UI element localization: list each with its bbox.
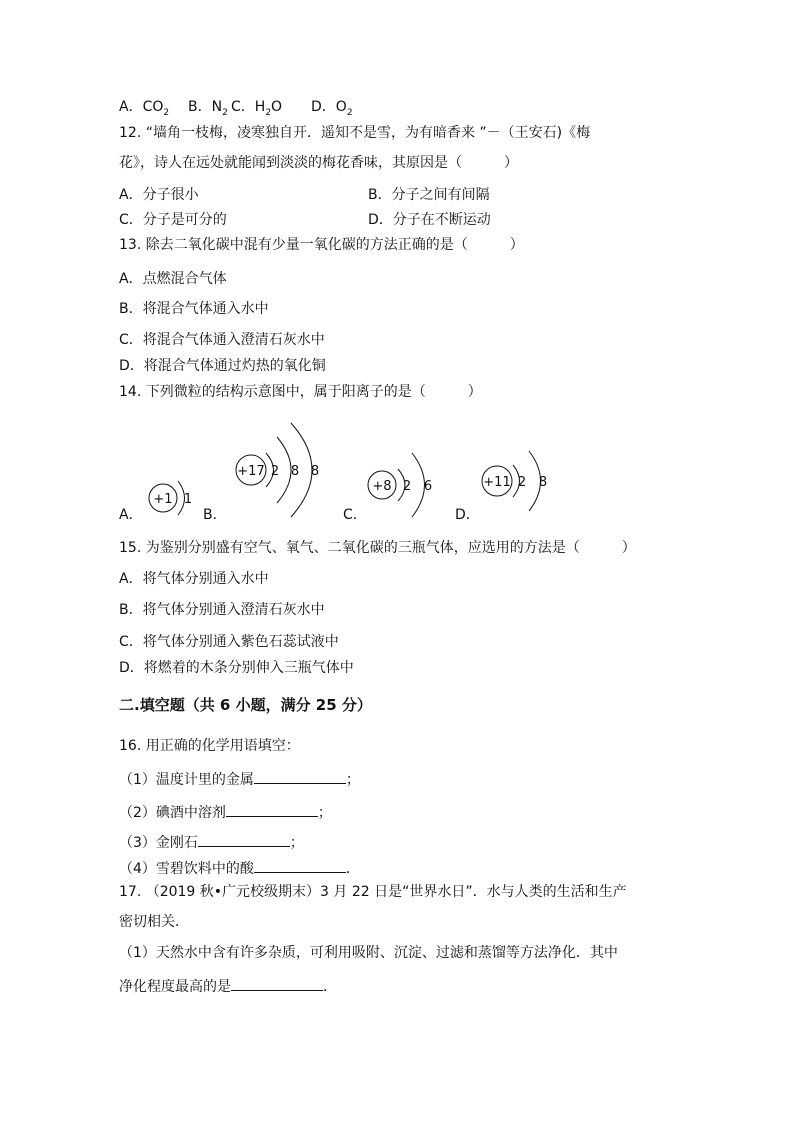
q15-option-c: C．将气体分别通入紫色石蕊试液中 bbox=[119, 634, 339, 650]
q14-option-d-label: D． bbox=[455, 507, 480, 523]
atom-d-shell-1-count: 2 bbox=[517, 475, 527, 490]
q12-option-b: B．分子之间有间隔 bbox=[368, 187, 490, 203]
atom-b-shell-arc-2 bbox=[277, 437, 291, 503]
atom-c-shell-1-count: 2 bbox=[402, 479, 412, 494]
atom-b-nucleus-charge: +17 bbox=[237, 464, 265, 479]
q11-option-b: B．$N_2$ bbox=[188, 99, 228, 118]
q14-option-b-label: B． bbox=[203, 507, 227, 523]
q17-stem-line2: 密切相关． bbox=[119, 914, 189, 930]
q13-option-d: D．将混合气体通过灼热的氧化铜 bbox=[119, 358, 326, 374]
q13-stem: 13. 除去二氧化碳中混有少量一氧化碳的方法正确的是（ ） bbox=[119, 237, 524, 253]
q16-item-1: （1）温度计里的金属 ； bbox=[119, 769, 360, 789]
q11-option-d: D．$O_2$ bbox=[311, 99, 353, 118]
q16-item-4: （4）雪碧饮料中的酸 ． bbox=[119, 858, 360, 878]
section-2-title: 二.填空题（共 6 小题，满分 25 分） bbox=[119, 696, 372, 714]
q12-option-c: C．分子是可分的 bbox=[119, 212, 227, 228]
q16-item-3: （3）金刚石 ； bbox=[119, 832, 304, 852]
atom-a-nucleus-charge: +1 bbox=[153, 492, 173, 507]
answer-blank[interactable] bbox=[254, 858, 346, 873]
atom-a-nucleus bbox=[149, 484, 177, 512]
q13-option-c: C．将混合气体通入澄清石灰水中 bbox=[119, 332, 325, 348]
atom-d-shell-arc-2 bbox=[529, 451, 541, 511]
atom-a-shell-arc bbox=[178, 481, 185, 515]
q15-option-d: D．将燃着的木条分别伸入三瓶气体中 bbox=[119, 660, 354, 676]
answer-blank[interactable] bbox=[254, 769, 346, 784]
atom-c-nucleus bbox=[368, 471, 396, 499]
q17-part1-line1: （1）天然水中含有许多杂质，可利用吸附、沉淀、过滤和蒸馏等方法净化．其中 bbox=[119, 945, 618, 961]
atom-b-shell-3-count: 8 bbox=[310, 464, 320, 479]
atom-d-nucleus-charge: +11 bbox=[483, 475, 511, 490]
atom-b-shell-arc-3 bbox=[291, 423, 312, 517]
atom-d-shell-2-count: 8 bbox=[538, 475, 548, 490]
q16-stem: 16. 用正确的化学用语填空： bbox=[119, 738, 300, 754]
q14-option-c-label: C． bbox=[343, 507, 367, 523]
atom-c-shell-2-count: 6 bbox=[423, 479, 433, 494]
atom-a-shell-1-count: 1 bbox=[183, 492, 193, 507]
atom-b-nucleus bbox=[236, 455, 266, 485]
q14-stem: 14. 下列微粒的结构示意图中，属于阳离子的是（ ） bbox=[119, 384, 482, 400]
atom-d-nucleus bbox=[482, 466, 512, 496]
atom-d-shell-arc-1 bbox=[513, 465, 520, 497]
answer-blank[interactable] bbox=[226, 802, 318, 817]
answer-blank[interactable] bbox=[198, 832, 290, 847]
q15-option-a: A．将气体分别通入水中 bbox=[119, 571, 269, 587]
q12-option-a: A．分子很小 bbox=[119, 187, 199, 203]
atom-c-shell-arc-1 bbox=[398, 469, 405, 501]
q11-option-c: C．$H_2O$ bbox=[231, 99, 283, 118]
q11-option-a: A．$CO_2$ bbox=[119, 99, 170, 118]
q17-part1-line2: 净化程度最高的是 ． bbox=[119, 976, 337, 996]
q12-stem-line1: 12. “墙角一枝梅，凌寒独自开．遥知不是雪，为有暗香来 ”－（王安石)《梅 bbox=[119, 125, 591, 141]
q16-item-2: （2）碘酒中溶剂 ； bbox=[119, 802, 332, 822]
q13-option-a: A．点燃混合气体 bbox=[119, 271, 227, 287]
q17-stem-line1: 17. （2019 秋•广元校级期末）3 月 22 日是“世界水日”．水与人类的生活和生产 bbox=[119, 884, 627, 900]
atom-b-shell-2-count: 8 bbox=[290, 464, 300, 479]
q12-stem-line2: 花》，诗人在远处就能闻到淡淡的梅花香味，其原因是（ ） bbox=[119, 155, 518, 171]
atom-c-shell-arc-2 bbox=[412, 453, 425, 517]
atom-c-nucleus-charge: +8 bbox=[372, 479, 392, 494]
atom-b-shell-arc-1 bbox=[266, 453, 274, 487]
q13-option-b: B．将混合气体通入水中 bbox=[119, 301, 269, 317]
atom-b-shell-1-count: 2 bbox=[270, 464, 280, 479]
q15-stem: 15. 为鉴别分别盛有空气、氧气、二氧化碳的三瓶气体，应选用的方法是（ ） bbox=[119, 540, 636, 556]
answer-blank[interactable] bbox=[231, 976, 323, 991]
q12-option-d: D．分子在不断运动 bbox=[368, 212, 491, 228]
q14-option-a-label: A． bbox=[119, 507, 143, 523]
q15-option-b: B．将气体分别通入澄清石灰水中 bbox=[119, 602, 325, 618]
